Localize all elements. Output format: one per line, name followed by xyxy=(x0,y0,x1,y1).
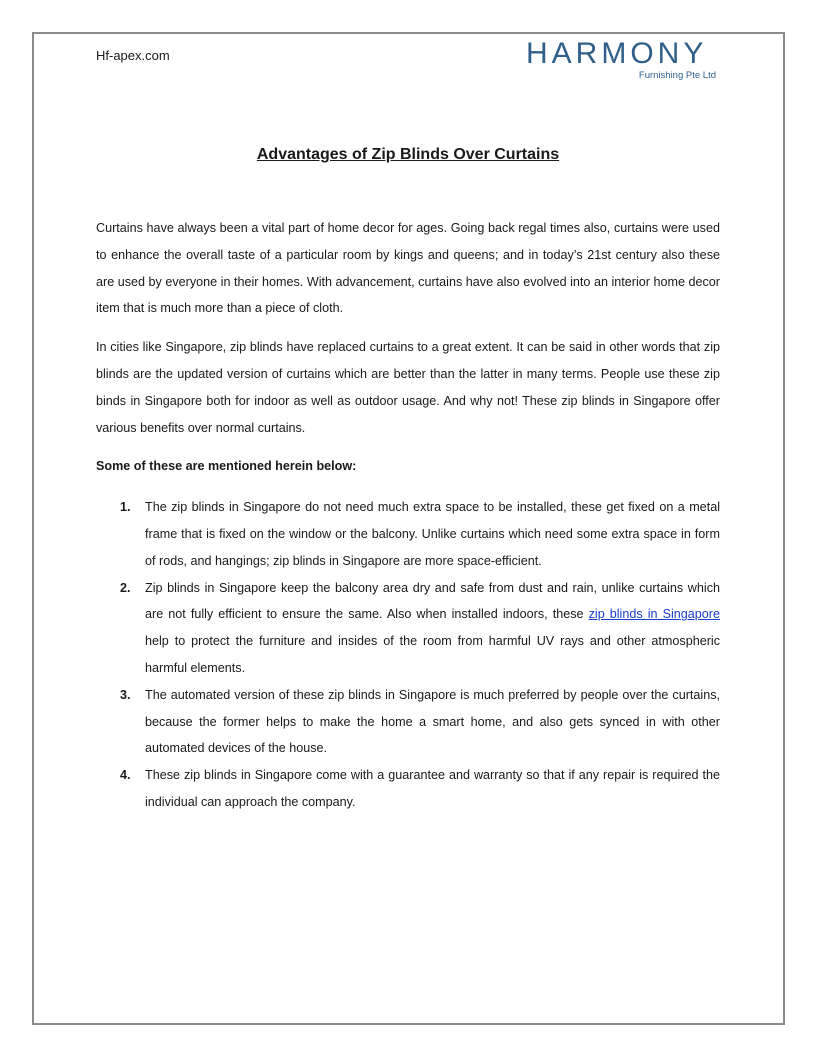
subheading: Some of these are mentioned herein below: xyxy=(96,459,357,474)
harmony-logo xyxy=(526,37,718,84)
document-body xyxy=(96,215,720,816)
list-item xyxy=(96,682,720,762)
list-text: The automated version of these zip blinds in Singapore is much preferred by people over the curtains, because the former helps to make the home a smart home, and also gets synced in with other automated devices of the house. xyxy=(145,687,720,756)
document-title: Advantages of Zip Blinds Over Curtains xyxy=(256,146,560,163)
list-text: help to protect the furniture and insides of the room from harmful UV rays and other atmospheric harmful elements. xyxy=(145,634,720,675)
list-text: Zip blinds in Singapore keep the balcony area dry and safe from dust and rain, unlike curtains which are not fully efficient to ensure the same. Also when installed indoors, these xyxy=(145,580,720,622)
list-number: 4. xyxy=(120,768,131,783)
logo-main-text: HARMONY xyxy=(526,37,708,70)
logo-sub-text: Furnishing Pte Ltd xyxy=(638,70,716,81)
list-number: 1. xyxy=(120,500,131,515)
paragraph: Curtains have always been a vital part of home decor for ages. Going back regal times also, curtains were used to enhance the overall taste of a particular room by kings and queens; and in today’s 21st century also these are used by everyone in their homes. With advancement, curtains have also evolved into an interior home decor item that is much more than a piece of cloth. xyxy=(96,221,720,316)
list-item xyxy=(96,494,720,574)
list-text: The zip blinds in Singapore do not need much extra space to be installed, these get fixed on a metal frame that is fixed on the window or the balcony. Unlike curtains which need some extra space in form of rods, and hangings; zip blinds in Singapore are more space-efficient. xyxy=(145,500,720,568)
list-number: 2. xyxy=(120,580,131,595)
site-name: Hf-apex.com xyxy=(96,48,170,63)
list-text: These zip blinds in Singapore come with a guarantee and warranty so that if any repair is required the individual can approach the company. xyxy=(145,768,720,809)
list-item xyxy=(96,575,720,682)
list-item xyxy=(96,762,720,816)
paragraph: In cities like Singapore, zip blinds have replaced curtains to a great extent. It can be said in other words that zip blinds are the updated version of curtains which are better than the latter in many terms. People use these zip binds in Singapore both for indoor as well as outdoor usage. And why not! These zip blinds in Singapore offer various benefits over normal curtains. xyxy=(96,340,720,435)
benefits-list xyxy=(96,494,720,816)
zip-blinds-link[interactable]: zip blinds in Singapore xyxy=(588,607,720,622)
list-number: 3. xyxy=(120,687,131,702)
